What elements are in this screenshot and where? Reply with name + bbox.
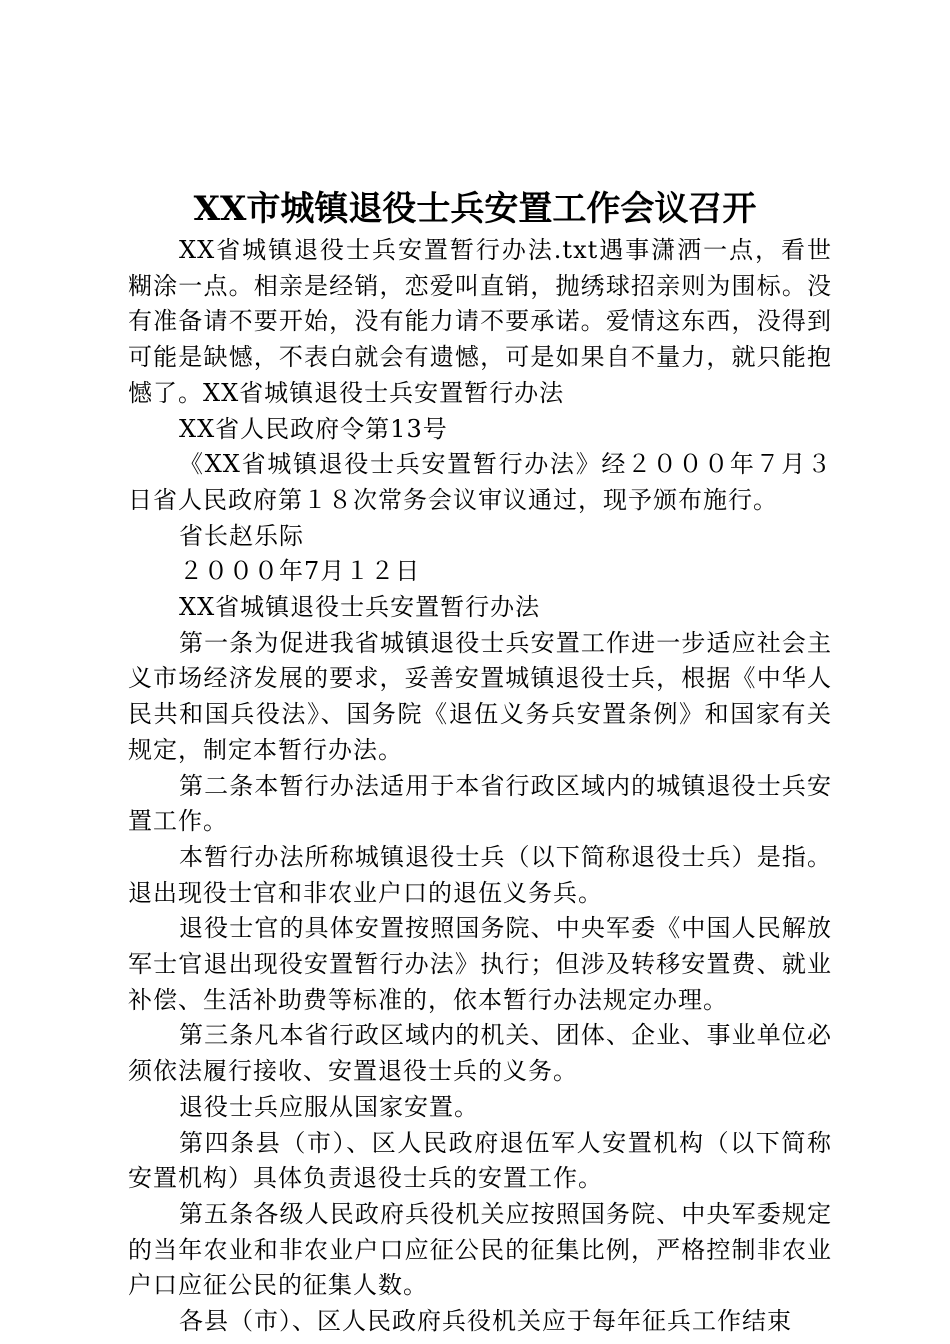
paragraph-governor: 省长赵乐际 [179, 521, 304, 550]
paragraph-intro: XX省城镇退役士兵安置暂行办法.txt遇事潇洒一点，看世糊涂一点。相亲是经销，恋爱叫直销，抛绣球招亲则为围标。没有准备请不要开始，没有能力请不要承诺。爱情这东西，没得到可能是缺憾，不表白就会有遗憾，可是如果自不量力，就只能抱憾了。XX省城镇退役士兵安置暂行办法 [128, 236, 832, 407]
paragraph-article-1: 第一条为促进我省城镇退役士兵安置工作进一步适应社会主义市场经济发展的要求，妥善安置城镇退役士兵，根据《中华人民共和国兵役法》、国务院《退伍义务兵安置条例》和国家有关规定，制定本暂行办法。 [128, 628, 832, 764]
document-body [128, 233, 832, 1340]
paragraph-measures-title: XX省城镇退役士兵安置暂行办法 [179, 593, 541, 622]
document-title: XX市城镇退役士兵安置工作会议召开 [193, 189, 757, 229]
paragraph-promulgation: 《XX省城镇退役士兵安置暂行办法》经２０００年７月３日省人民政府第１８次常务会议审议通过，现予颁布施行。 [128, 450, 832, 514]
paragraph-article-5-counties: 各县（市）、区人民政府兵役机关应于每年征兵工作结束 [179, 1307, 792, 1336]
paragraph-article-4: 第四条县（市）、区人民政府退伍军人安置机构（以下简称安置机构）具体负责退役士兵的安置工作。 [128, 1128, 832, 1193]
paragraph-article-5: 第五条各级人民政府兵役机关应按照国务院、中央军委规定的当年农业和非农业户口应征公民的征集比例，严格控制非农业户口应征公民的征集人数。 [128, 1199, 832, 1300]
paragraph-date: ２０００年7月１２日 [179, 557, 421, 586]
paragraph-article-2-sergeants: 退役士官的具体安置按照国务院、中央军委《中国人民解放军士官退出现役安置暂行办法》执行；但涉及转移安置费、就业补偿、生活补助费等标准的，依本暂行办法规定办理。 [128, 914, 832, 1014]
paragraph-article-3: 第三条凡本省行政区域内的机关、团体、企业、事业单位必须依法履行接收、安置退役士兵的义务。 [128, 1021, 832, 1086]
paragraph-decree-number: XX省人民政府令第13号 [179, 414, 448, 443]
paragraph-article-3-obey: 退役士兵应服从国家安置。 [179, 1092, 479, 1121]
paragraph-article-2: 第二条本暂行办法适用于本省行政区域内的城镇退役士兵安置工作。 [128, 771, 832, 836]
paragraph-article-2-definition: 本暂行办法所称城镇退役士兵（以下简称退役士兵）是指。退出现役士官和非农业户口的退伍义务兵。 [128, 842, 832, 907]
